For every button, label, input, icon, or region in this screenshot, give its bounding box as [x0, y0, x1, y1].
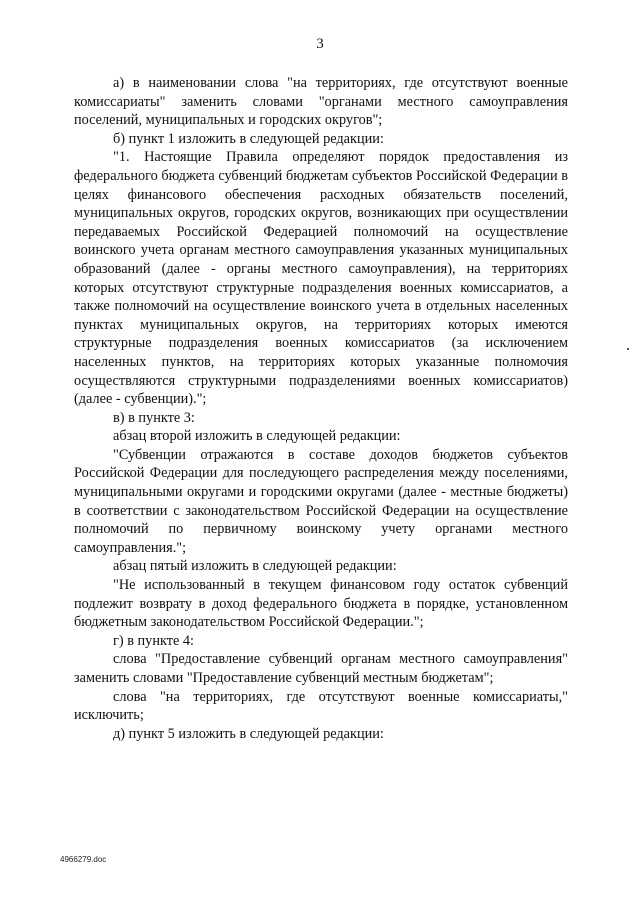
- paragraph-g-text-1: слова "Предоставление субвенций органам местного самоуправления" заменить словами "Предоставление субвенций местным бюджетам";: [74, 651, 568, 686]
- page-number: 3: [316, 36, 324, 52]
- paragraph-v-intro: абзац второй изложить в следующей редакции:: [113, 428, 401, 445]
- scan-mark: [627, 348, 629, 350]
- document-body: [74, 74, 568, 743]
- paragraph-a: а) в наименовании слова "на территориях, где отсутствуют военные комиссариаты" заменить словами "органами местного самоуправления поселений, муниципальных и городских округов";: [74, 75, 568, 129]
- paragraph-v-text-2: "Не использованный в текущем финансовом году остаток субвенций подлежит возврату в доход федерального бюджета в порядке, установленном бюджетным законодательством Российской Федерации.";: [74, 577, 568, 631]
- paragraph-v-text-1: "Субвенции отражаются в составе доходов бюджетов субъектов Российской Федерации для последующего распределения между поселениями, муниципальными округами и городскими округами (далее - местные бюджеты) в соответствии с законодательством Российской Федерации на осуществление полномочий по первичному воинскому учету органами местного самоуправления.";: [74, 446, 568, 556]
- file-name-footer: 4966279.doc: [60, 855, 107, 864]
- paragraph-g: г) в пункте 4:: [113, 632, 195, 649]
- paragraph-d: д) пункт 5 изложить в следующей редакции:: [113, 725, 384, 742]
- paragraph-b: б) пункт 1 изложить в следующей редакции:: [113, 130, 384, 147]
- paragraph-v: в) в пункте 3:: [113, 409, 195, 426]
- paragraph-point-1-text: "1. Настоящие Правила определяют порядок предоставления из федерального бюджета субвенций бюджетам субъектов Российской Федерации в целях финансового обеспечения расходных обязательств поселений, муниципальных округов, городских округов, возникающих при осуществлении передаваемых Российской Федерацией полномочий на осуществление воинского учета органам местного самоуправления указанных муниципальных образований (далее - органы местного самоуправления), на территориях которых отсутствуют структурные подразделения военных комиссариатов, а также полномочий на осуществление воинского учета в отдельных населенных пунктах муниципальных округов, на территориях которых имеются структурные подразделения военных комиссариатов (за исключением населенных пунктов, на территориях которых указанные полномочия осуществляются структурными подразделениями военных комиссариатов) (далее - субвенции).";: [74, 149, 568, 408]
- paragraph-v-intro-2: абзац пятый изложить в следующей редакции:: [113, 558, 397, 575]
- paragraph-g-text-2: слова "на территориях, где отсутствуют военные комиссариаты," исключить;: [74, 688, 568, 724]
